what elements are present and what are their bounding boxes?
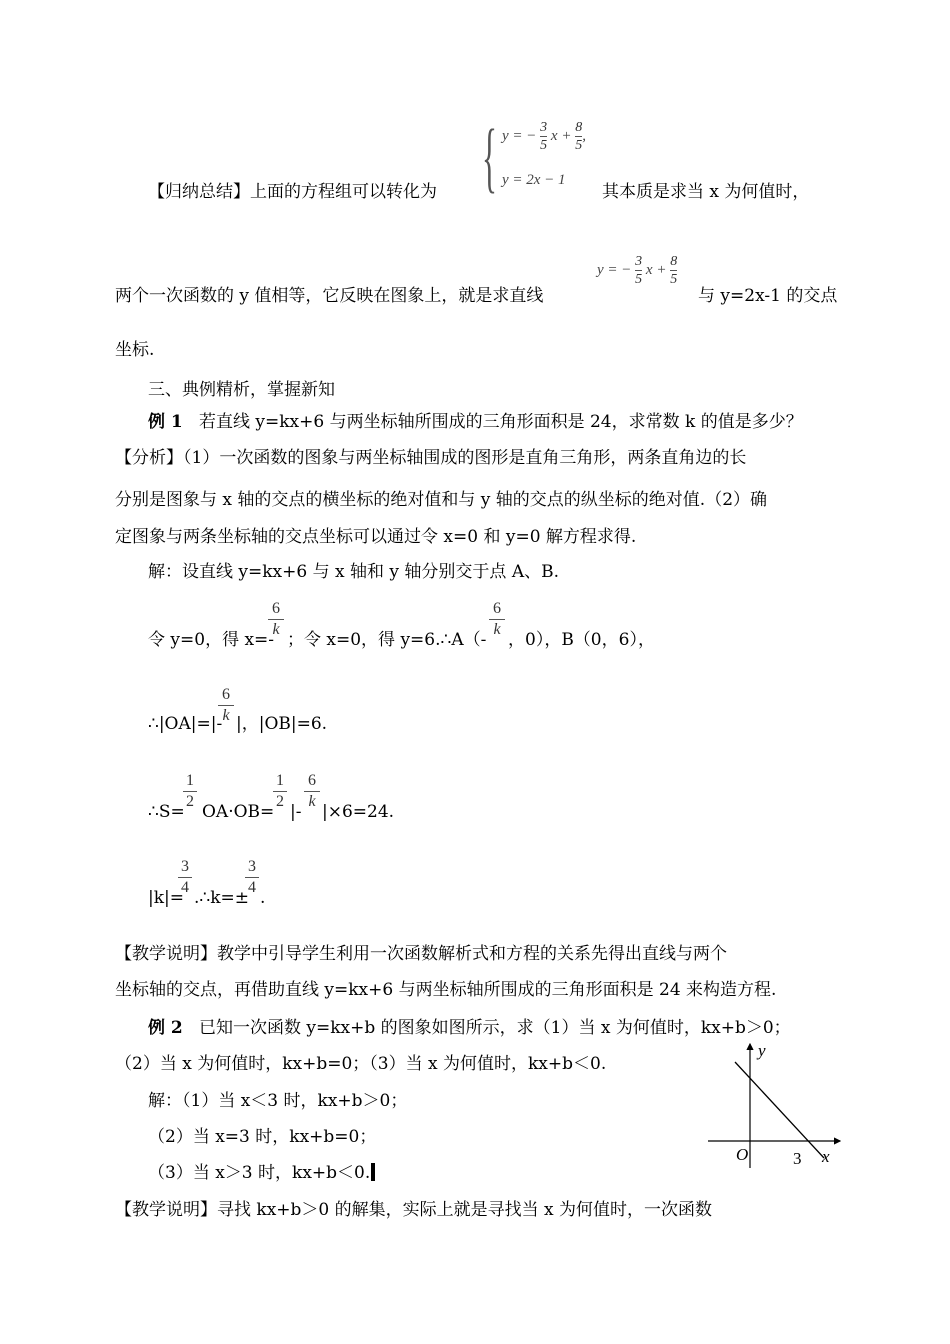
fraction-6-over-k: 6 k [218,686,234,725]
solution-line-5b: .∴k=± [194,888,250,908]
solution-line-5c: . [260,888,266,908]
solution-line-2b: ；令 x=0，得 y=6.∴A（- [287,630,487,650]
fraction-3-over-4: 3 4 [178,858,192,897]
summary-line-2-tail: 与 y=2x-1 的交点 [698,286,838,306]
solution-line-4c: |- [290,802,302,822]
fraction-3-over-4: 3 4 [245,858,259,897]
solution-line-1: 解：设直线 y=kx+6 与 x 轴和 y 轴分别交于点 A、B. [148,562,559,582]
summary-line-3: 坐标. [115,340,155,360]
section-title: 三、典例精析，掌握新知 [148,380,335,400]
teaching-note-1-line-2: 坐标轴的交点，再借助直线 y=kx+6 与两坐标轴所围成的三角形面积是 24 来构造方程. [115,980,777,1000]
linear-function-graph [700,1040,850,1170]
solution-line-3b: |，|OB|=6. [236,714,328,734]
solution-line-2a: 令 y=0，得 x=- [148,630,275,650]
example1-line [148,410,803,434]
solution-line-4b: OA·OB= [202,802,275,822]
example2-answer-3: （3）当 x＞3 时，kx+b＜0. [148,1161,375,1185]
system-equation-1: y = − $\frac{3}{5}$ x + $\frac{8}{5}$ , [502,120,586,153]
summary-line-1-tail: 其本质是求当 x 为何值时， [602,182,810,202]
fraction-6-over-k: 6 k [489,600,505,639]
example2-line-1 [148,1016,791,1040]
teaching-note-2-line-1: 【教学说明】寻找 kx+b＞0 的解集，实际上就是寻找当 x 为何值时，一次函数 [115,1200,713,1220]
solution-line-4a: ∴S= [148,802,185,822]
fraction-1-over-2: 1 2 [183,772,197,811]
origin-label: O [736,1145,749,1164]
summary-line-2-lead: 两个一次函数的 y 值相等，它反映在图象上，就是求直线 [115,286,544,306]
solution-line-3a: ∴|OA|=|- [148,714,223,734]
analysis-line-3: 定图象与两条坐标轴的交点坐标可以通过令 x=0 和 y=0 解方程求得. [115,527,637,547]
system-equation-2: y = 2x − 1 [502,172,566,188]
y-axis-label: y [758,1041,766,1060]
inline-equation: y = − $\frac{3}{5}$ x + $\frac{8}{5}$ [597,254,678,287]
solution-line-4d: |×6=24. [322,802,395,822]
fraction-6-over-k: 6 k [268,600,284,639]
function-line [735,1062,824,1158]
x-axis-label: x [822,1147,830,1166]
fraction-1-over-2: 1 2 [273,772,287,811]
solution-line-2c: ，0），B（0，6）， [508,630,655,650]
solution-line-5a: |k|= [148,888,185,908]
text-cursor [371,1163,375,1181]
teaching-note-1-line-1: 【教学说明】教学中引导学生利用一次函数解析式和方程的关系先得出直线与两个 [115,944,727,964]
intercept-label: 3 [793,1149,802,1168]
example2-line-2: （2）当 x 为何值时，kx+b=0；（3）当 x 为何值时，kx+b＜0. [115,1054,607,1074]
example2-question-1: 已知一次函数 y=kx+b 的图象如图所示，求（1）当 x 为何值时，kx+b＞0； [198,1018,791,1038]
example1-question: 若直线 y=kx+6 与两坐标轴所围成的三角形面积是 24，求常数 k 的值是多少？ [198,412,803,432]
analysis-line-1: 【分析】（1）一次函数的图象与两坐标轴围成的图形是直角三角形，两条直角边的长 [115,448,747,468]
example1-label: 例 1 [148,412,183,432]
example2-answer-1: 解：（1）当 x＜3 时，kx+b＞0； [148,1091,408,1111]
example2-label: 例 2 [148,1018,183,1038]
example2-answer-2: （2）当 x=3 时，kx+b=0； [148,1127,377,1147]
system-brace: { [482,113,497,200]
summary-line-1-lead: 【归纳总结】上面的方程组可以转化为 [148,182,437,202]
analysis-line-2: 分别是图象与 x 轴的交点的横坐标的绝对值和与 y 轴的交点的纵坐标的绝对值.（2）确 [115,490,768,510]
fraction-6-over-k: 6 k [304,772,320,811]
